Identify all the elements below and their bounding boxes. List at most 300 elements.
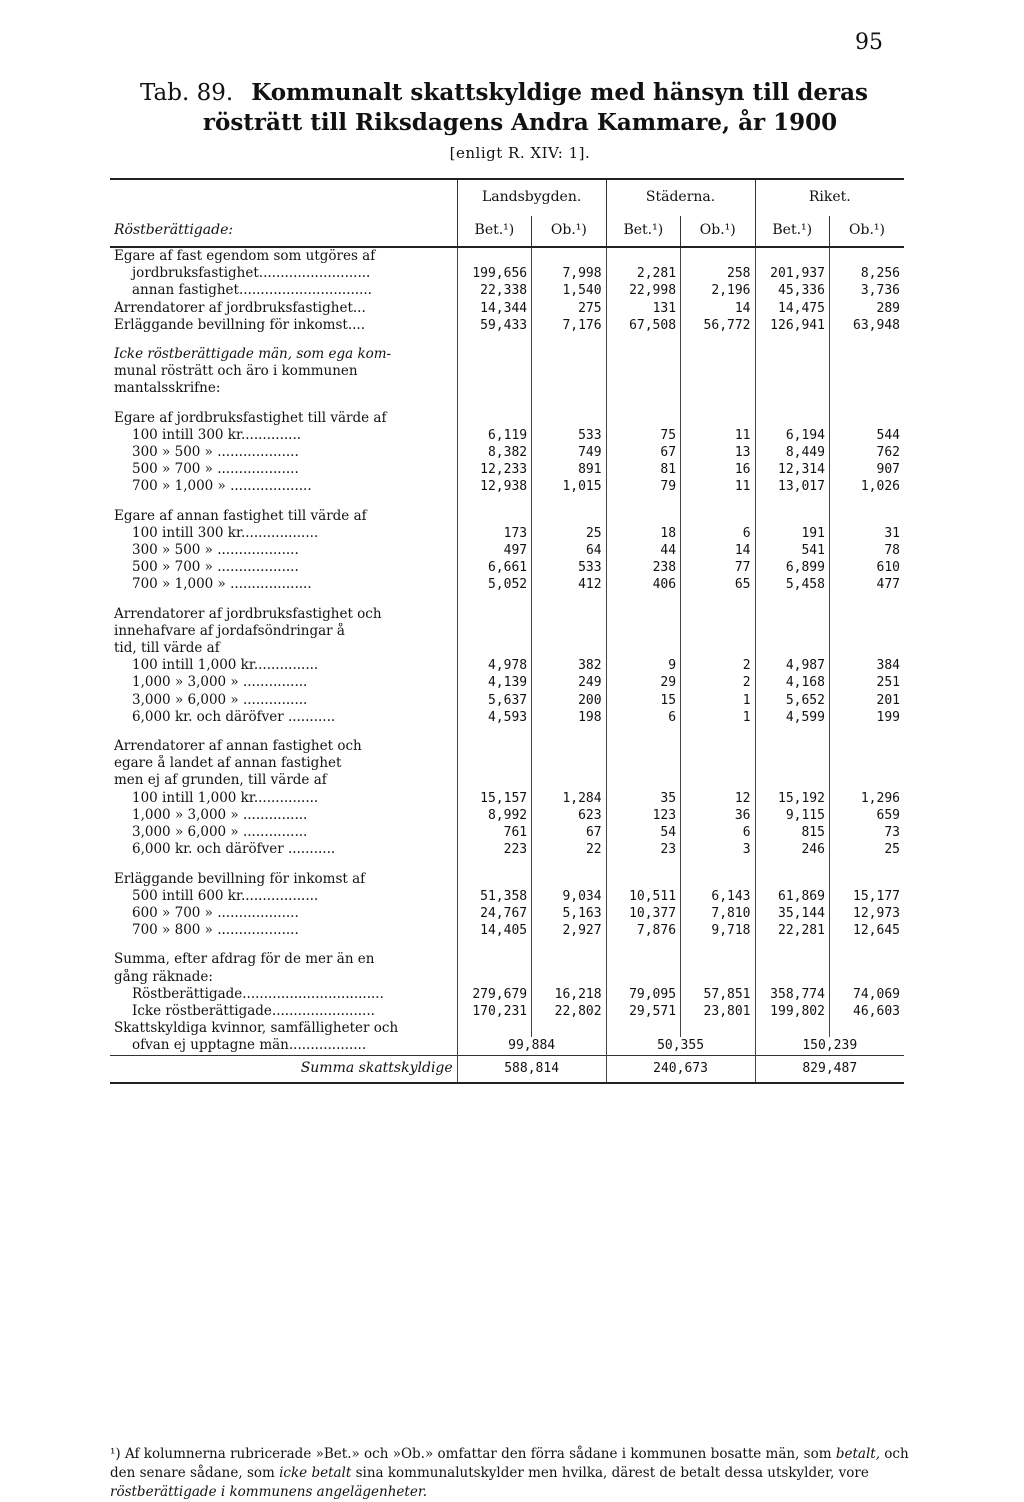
- row-value: 15: [606, 692, 680, 709]
- row-value: 6,194: [755, 427, 829, 444]
- row-value: [681, 346, 755, 363]
- row-value: [606, 738, 680, 755]
- table-row: [110, 576, 904, 593]
- row-value: 123: [606, 807, 680, 824]
- women-landsbygden: 99,884: [457, 1037, 606, 1055]
- women-row-b: [110, 1037, 904, 1055]
- row-value: [457, 247, 531, 265]
- row-value: [681, 951, 755, 968]
- row-value: [532, 738, 606, 755]
- row-value: 1: [681, 692, 755, 709]
- row-value: 13,017: [755, 478, 829, 495]
- table-row: [110, 888, 904, 905]
- row-value: [681, 755, 755, 772]
- row-value: 16,218: [532, 986, 606, 1003]
- row-value: [606, 640, 680, 657]
- row-value: 4,987: [755, 657, 829, 674]
- row-value: 61,869: [755, 888, 829, 905]
- row-label: Egare af annan fastighet till värde af: [114, 507, 367, 524]
- row-value: [829, 772, 904, 789]
- row-label: 100 intill 1,000 kr...............: [132, 657, 319, 674]
- table-row: [110, 969, 904, 986]
- row-gap: [110, 859, 904, 871]
- table-row: [110, 807, 904, 824]
- statistics-table-wrapper: [110, 178, 904, 1084]
- row-value: 6: [606, 709, 680, 726]
- row-value: [457, 640, 531, 657]
- row-value: 79,095: [606, 986, 680, 1003]
- table-row: [110, 542, 904, 559]
- row-value: [681, 623, 755, 640]
- row-label: 1,000 » 3,000 » ...............: [132, 674, 308, 691]
- row-value: 81: [606, 461, 680, 478]
- subcol-bet-1: Bet.¹): [457, 216, 531, 247]
- row-value: [829, 640, 904, 657]
- row-value: 199: [829, 709, 904, 726]
- row-value: [457, 772, 531, 789]
- table-row: [110, 951, 904, 968]
- row-value: [606, 410, 680, 427]
- row-label: 3,000 » 6,000 » ...............: [132, 824, 308, 841]
- row-label: mantalsskrifne:: [114, 380, 221, 397]
- table-row: [110, 363, 904, 380]
- row-value: 16: [681, 461, 755, 478]
- row-value: 6,119: [457, 427, 531, 444]
- header-riket: Riket.: [755, 179, 904, 216]
- row-value: 198: [532, 709, 606, 726]
- row-value: [681, 640, 755, 657]
- row-label: Arrendatorer af annan fastighet och: [114, 738, 362, 755]
- women-row-a: [110, 1020, 904, 1037]
- subcol-bet-3: Bet.¹): [755, 216, 829, 247]
- row-value: 5,458: [755, 576, 829, 593]
- row-value: 6: [681, 525, 755, 542]
- row-label: 700 » 800 » ...................: [132, 922, 299, 939]
- row-label: Icke röstberättigade........................: [132, 1002, 375, 1019]
- row-label: 500 » 700 » ...................: [132, 461, 299, 478]
- table-row: [110, 247, 904, 265]
- row-value: [681, 606, 755, 623]
- row-value: [755, 410, 829, 427]
- row-value: [755, 951, 829, 968]
- row-value: 5,163: [532, 905, 606, 922]
- header-landsbygden: Landsbygden.: [457, 179, 606, 216]
- title-text-1: Kommunalt skattskyldige med hänsyn till deras: [251, 79, 868, 106]
- table-summary: [110, 1020, 904, 1082]
- row-label: Röstberättigade.................................: [132, 985, 384, 1002]
- table-row: [110, 905, 904, 922]
- row-value: 12,645: [829, 922, 904, 939]
- row-value: [457, 623, 531, 640]
- row-label: Icke röstberättigade män, som ega kom-: [114, 346, 392, 363]
- row-value: [606, 871, 680, 888]
- row-value: [606, 951, 680, 968]
- row-label: 300 » 500 » ...................: [132, 542, 299, 559]
- row-value: 6,661: [457, 559, 531, 576]
- row-value: 6,143: [681, 888, 755, 905]
- row-value: [606, 363, 680, 380]
- row-value: [681, 772, 755, 789]
- table-row: [110, 300, 904, 317]
- row-value: 78: [829, 542, 904, 559]
- table-row: [110, 623, 904, 640]
- row-value: 246: [755, 841, 829, 858]
- table-row: [110, 525, 904, 542]
- row-value: 258: [681, 265, 755, 282]
- statistics-table: [110, 178, 904, 1084]
- row-value: [829, 508, 904, 525]
- footnote-part-3: och den senare sådane, som: [110, 1446, 909, 1481]
- row-value: 358,774: [755, 986, 829, 1003]
- row-value: [681, 247, 755, 265]
- row-value: 2: [681, 657, 755, 674]
- row-value: [457, 969, 531, 986]
- header-staderna: Städerna.: [606, 179, 755, 216]
- row-value: [457, 380, 531, 397]
- header-blank: [110, 179, 457, 216]
- row-value: [755, 755, 829, 772]
- row-value: 251: [829, 674, 904, 691]
- row-value: 14: [681, 542, 755, 559]
- table-row: [110, 738, 904, 755]
- row-value: 761: [457, 824, 531, 841]
- row-value: 59,433: [457, 317, 531, 334]
- table-row: [110, 427, 904, 444]
- row-value: [755, 508, 829, 525]
- row-value: [606, 247, 680, 265]
- row-value: [532, 247, 606, 265]
- row-value: [532, 363, 606, 380]
- row-value: [755, 640, 829, 657]
- row-value: [829, 951, 904, 968]
- row-value: 15,177: [829, 888, 904, 905]
- row-label: munal rösträtt och äro i kommunen: [114, 363, 358, 380]
- row-gap: [110, 726, 904, 738]
- row-value: 7,176: [532, 317, 606, 334]
- row-value: 22,998: [606, 282, 680, 299]
- table-row: [110, 508, 904, 525]
- footnote: [110, 1445, 910, 1502]
- table-row: [110, 755, 904, 772]
- row-value: [457, 508, 531, 525]
- row-value: 4,593: [457, 709, 531, 726]
- row-label: 100 intill 300 kr..............: [132, 426, 302, 443]
- women-label-1: Skattskyldiga kvinnor, samfälligheter och: [114, 1020, 399, 1037]
- row-value: [829, 738, 904, 755]
- row-value: 64: [532, 542, 606, 559]
- row-label: jordbruksfastighet..........................: [132, 265, 371, 282]
- row-value: 79: [606, 478, 680, 495]
- row-value: 2,281: [606, 265, 680, 282]
- row-value: [457, 951, 531, 968]
- row-value: 25: [829, 841, 904, 858]
- row-value: [457, 738, 531, 755]
- row-value: 891: [532, 461, 606, 478]
- row-value: [829, 755, 904, 772]
- title-source: [enligt R. XIV: 1].: [449, 144, 591, 162]
- row-value: 173: [457, 525, 531, 542]
- women-label-2: ofvan ej upptagne män..................: [132, 1037, 367, 1054]
- total-label: Summa skattskyldige: [110, 1055, 457, 1083]
- row-label: egare å landet af annan fastighet: [114, 755, 342, 772]
- row-label: Erläggande bevillning för inkomst....: [114, 316, 365, 333]
- row-value: [681, 410, 755, 427]
- row-value: [829, 346, 904, 363]
- row-value: [829, 871, 904, 888]
- row-value: [755, 247, 829, 265]
- row-value: 51,358: [457, 888, 531, 905]
- row-label: 100 intill 300 kr..................: [132, 524, 319, 541]
- row-value: [829, 606, 904, 623]
- row-value: 8,449: [755, 444, 829, 461]
- row-value: 2,196: [681, 282, 755, 299]
- row-value: 15,192: [755, 790, 829, 807]
- row-label: Summa, efter afdrag för de mer än en: [114, 951, 375, 968]
- row-value: 406: [606, 576, 680, 593]
- row-value: 6: [681, 824, 755, 841]
- row-gap: [110, 939, 904, 951]
- row-value: [829, 969, 904, 986]
- row-value: [457, 606, 531, 623]
- row-label: 300 » 500 » ...................: [132, 444, 299, 461]
- row-value: 14: [681, 300, 755, 317]
- table-number: Tab. 89.: [140, 80, 234, 106]
- women-staderna: 50,355: [606, 1037, 755, 1055]
- row-gap: [110, 496, 904, 508]
- row-value: 815: [755, 824, 829, 841]
- table-row: [110, 444, 904, 461]
- row-value: 5,652: [755, 692, 829, 709]
- row-value: [457, 410, 531, 427]
- row-value: 1,015: [532, 478, 606, 495]
- row-label: 700 » 1,000 » ...................: [132, 478, 312, 495]
- row-value: 131: [606, 300, 680, 317]
- row-value: 56,772: [681, 317, 755, 334]
- row-value: 7,876: [606, 922, 680, 939]
- row-value: 22,281: [755, 922, 829, 939]
- row-value: 73: [829, 824, 904, 841]
- footnote-icke-betalt: icke betalt: [279, 1465, 352, 1481]
- table-row: [110, 922, 904, 939]
- footnote-part-5: hvilka, därest de betalt dessa utskylder, vore: [561, 1465, 869, 1481]
- row-value: 57,851: [681, 986, 755, 1003]
- row-value: [755, 772, 829, 789]
- table-title: [120, 78, 920, 162]
- row-value: 12,938: [457, 478, 531, 495]
- row-value: 199,802: [755, 1003, 829, 1020]
- total-row: [110, 1055, 904, 1083]
- row-value: 477: [829, 576, 904, 593]
- subcol-bet-2: Bet.¹): [606, 216, 680, 247]
- row-value: 3: [681, 841, 755, 858]
- row-value: 14,344: [457, 300, 531, 317]
- row-value: 382: [532, 657, 606, 674]
- row-value: [755, 871, 829, 888]
- subcol-ob-3: Ob.¹): [829, 216, 904, 247]
- row-gap: [110, 594, 904, 606]
- row-value: [606, 508, 680, 525]
- row-value: 15,157: [457, 790, 531, 807]
- row-value: [681, 508, 755, 525]
- row-label: 6,000 kr. och däröfver ...........: [132, 708, 336, 725]
- row-value: [457, 755, 531, 772]
- row-value: [606, 346, 680, 363]
- row-value: [532, 755, 606, 772]
- row-value: [681, 969, 755, 986]
- row-value: 289: [829, 300, 904, 317]
- table-row: [110, 346, 904, 363]
- row-label: Arrendatorer af jordbruksfastighet...: [114, 299, 366, 316]
- row-value: [755, 738, 829, 755]
- row-value: [532, 606, 606, 623]
- row-value: 7,810: [681, 905, 755, 922]
- row-label: Egare af fast egendom som utgöres af: [114, 248, 376, 264]
- table-row: [110, 640, 904, 657]
- table-row: [110, 282, 904, 299]
- row-value: 18: [606, 525, 680, 542]
- row-value: 45,336: [755, 282, 829, 299]
- row-value: 1,284: [532, 790, 606, 807]
- row-value: [532, 623, 606, 640]
- row-value: 126,941: [755, 317, 829, 334]
- header-row-subcols: [110, 216, 904, 247]
- total-staderna: 240,673: [606, 1055, 755, 1083]
- row-value: 9,034: [532, 888, 606, 905]
- row-value: 223: [457, 841, 531, 858]
- table-row: [110, 824, 904, 841]
- table-row: [110, 380, 904, 397]
- row-value: 46,603: [829, 1003, 904, 1020]
- row-label: 100 intill 1,000 kr...............: [132, 789, 319, 806]
- row-value: 6,899: [755, 559, 829, 576]
- row-value: 1: [681, 709, 755, 726]
- row-value: [755, 606, 829, 623]
- row-label: men ej af grunden, till värde af: [114, 772, 327, 789]
- row-value: 200: [532, 692, 606, 709]
- row-value: 9,718: [681, 922, 755, 939]
- row-value: [829, 380, 904, 397]
- title-line-2: rösträtt till Riksdagens Andra Kammare, år 1900: [202, 109, 838, 136]
- row-value: 22,802: [532, 1003, 606, 1020]
- row-value: 8,382: [457, 444, 531, 461]
- row-value: 533: [532, 559, 606, 576]
- row-value: 29,571: [606, 1003, 680, 1020]
- row-value: 24,767: [457, 905, 531, 922]
- row-value: 201: [829, 692, 904, 709]
- row-heading: Röstberättigade:: [110, 216, 457, 247]
- row-value: 12,314: [755, 461, 829, 478]
- row-value: 170,231: [457, 1003, 531, 1020]
- table-row: [110, 772, 904, 789]
- subcol-ob-1: Ob.¹): [532, 216, 606, 247]
- subcol-ob-2: Ob.¹): [681, 216, 755, 247]
- row-value: 22: [532, 841, 606, 858]
- row-value: [681, 738, 755, 755]
- row-label: Arrendatorer af jordbruksfastighet och: [114, 605, 382, 622]
- row-value: 4,599: [755, 709, 829, 726]
- table-row: [110, 709, 904, 726]
- row-value: [755, 623, 829, 640]
- row-value: 25: [532, 525, 606, 542]
- table-row: [110, 461, 904, 478]
- table-row: [110, 674, 904, 691]
- table-row: [110, 692, 904, 709]
- row-value: [532, 410, 606, 427]
- total-riket: 829,487: [755, 1055, 904, 1083]
- row-value: 412: [532, 576, 606, 593]
- row-value: [532, 508, 606, 525]
- row-value: [681, 871, 755, 888]
- row-value: [532, 380, 606, 397]
- row-value: 8,256: [829, 265, 904, 282]
- row-value: 9,115: [755, 807, 829, 824]
- row-label: Erläggande bevillning för inkomst af: [114, 870, 366, 887]
- row-value: [606, 606, 680, 623]
- table-row: [110, 1003, 904, 1020]
- row-value: [457, 871, 531, 888]
- row-value: 2: [681, 674, 755, 691]
- row-value: [606, 772, 680, 789]
- row-value: 191: [755, 525, 829, 542]
- row-value: 22,338: [457, 282, 531, 299]
- row-label: annan fastighet...............................: [132, 282, 372, 299]
- row-value: 36: [681, 807, 755, 824]
- row-value: [532, 640, 606, 657]
- row-value: 75: [606, 427, 680, 444]
- row-value: 23,801: [681, 1003, 755, 1020]
- row-value: 2,927: [532, 922, 606, 939]
- row-value: 44: [606, 542, 680, 559]
- row-value: 14,405: [457, 922, 531, 939]
- row-value: 1,026: [829, 478, 904, 495]
- row-value: 659: [829, 807, 904, 824]
- row-value: 31: [829, 525, 904, 542]
- footnote-part-2: bosatte män, som: [710, 1446, 832, 1462]
- row-label: 3,000 » 6,000 » ...............: [132, 691, 308, 708]
- row-value: 1,296: [829, 790, 904, 807]
- row-label: 1,000 » 3,000 » ...............: [132, 806, 308, 823]
- row-value: 65: [681, 576, 755, 593]
- row-value: 279,679: [457, 986, 531, 1003]
- row-value: 9: [606, 657, 680, 674]
- table-row: [110, 478, 904, 495]
- row-value: 8,992: [457, 807, 531, 824]
- row-value: 10,511: [606, 888, 680, 905]
- row-value: [606, 755, 680, 772]
- row-value: 12,973: [829, 905, 904, 922]
- row-value: 67: [532, 824, 606, 841]
- row-value: 14,475: [755, 300, 829, 317]
- row-value: 35,144: [755, 905, 829, 922]
- row-value: 74,069: [829, 986, 904, 1003]
- footnote-rostberattigade: röstberättigade i kommunens angelägenheter.: [110, 1484, 428, 1500]
- table-row: [110, 986, 904, 1003]
- footnote-part-1: ¹) Af kolumnerna rubricerade »Bet.» och »Ob.» omfattar den förra sådane i kommunen: [110, 1446, 707, 1462]
- row-value: [829, 363, 904, 380]
- row-label: 500 » 700 » ...................: [132, 559, 299, 576]
- row-value: 13: [681, 444, 755, 461]
- row-value: [606, 380, 680, 397]
- row-value: 762: [829, 444, 904, 461]
- row-value: 11: [681, 427, 755, 444]
- row-value: [606, 969, 680, 986]
- row-gap: [110, 398, 904, 410]
- row-value: [829, 247, 904, 265]
- row-value: 7,998: [532, 265, 606, 282]
- row-value: 249: [532, 674, 606, 691]
- row-value: 10,377: [606, 905, 680, 922]
- row-value: 201,937: [755, 265, 829, 282]
